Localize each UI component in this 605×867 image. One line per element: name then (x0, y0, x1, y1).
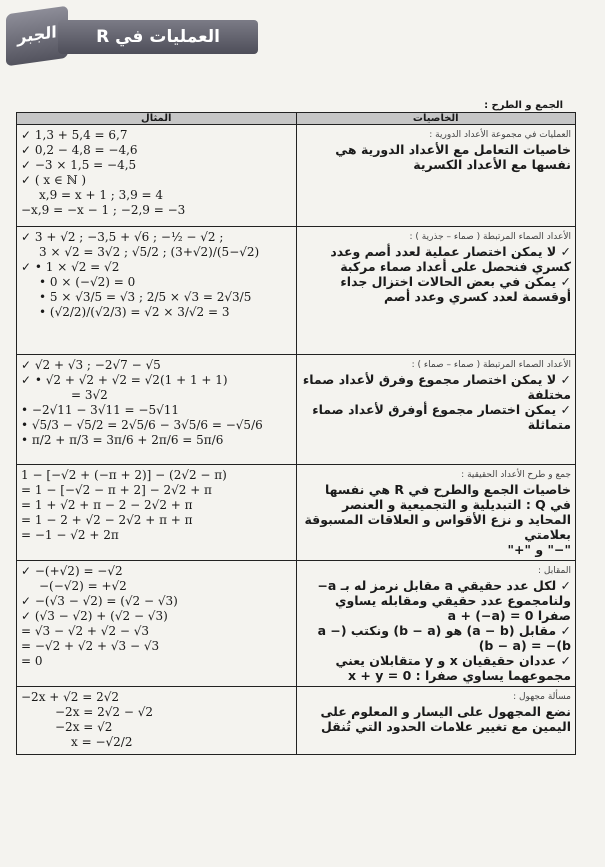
property-cell (296, 125, 576, 227)
property-subtitle: العمليات في مجموعة الأعداد الدورية : (429, 130, 571, 140)
property-subtitle: المقابل : (538, 566, 571, 576)
example-line: −2x + √2 = 2√2 (21, 690, 120, 704)
example-line: • 5 × √3/5 = √3 ; 2/5 × √3 = 2√3/5 (39, 290, 252, 304)
example-cell (17, 125, 297, 227)
table-row (17, 687, 576, 755)
property-line: ✓ مقابل (a − b) هو (b − a) ونكتب (a − b)− = (b − a) (317, 623, 571, 653)
property-line: ✓ لا يمكن اختصار مجموع وفرق لأعداد صماء مختلفة (302, 372, 571, 402)
example-line: ✓ −3 × 1,5 = −4,5 (21, 158, 137, 172)
example-cell (17, 355, 297, 465)
property-cell (296, 687, 576, 755)
example-line: 3 × √2 = 3√2 ; √5/2 ; (3+√2)/(5−√2) (39, 245, 260, 259)
example-line: x = −√2/2 (71, 735, 133, 749)
example-line: ✓ (√3 − √2) + (√2 − √3) (21, 609, 168, 623)
property-line: خاصيات التعامل مع الأعداد الدورية هي نفسها مع الأعداد الكسرية (335, 142, 571, 172)
chapter-banner (0, 6, 270, 64)
example-line: ✓ • 1 × √2 = √2 (21, 260, 120, 274)
property-text (301, 372, 572, 432)
property-line: ✓ يمكن اختصار مجموع أوفرق لأعداد صماء متماثلة (312, 402, 571, 432)
example-line: ✓ −(√3 − √2) = (√2 − √3) (21, 594, 178, 608)
property-subtitle: الأعداد الصماء المرتبطة ( صماء – صماء ) : (411, 360, 571, 370)
example-line: ✓ 1,3 + 5,4 = 6,7 (21, 128, 128, 142)
property-line: نضع المجهول على اليسار و المعلوم على اليمين مع تغيير علامات الحدود التي تُنقل (320, 704, 571, 734)
property-cell (296, 561, 576, 687)
example-line: = 1 − 2 + √2 − 2√2 + π + π (21, 513, 193, 527)
example-line: = 3√2 (71, 388, 108, 402)
property-text (301, 704, 572, 734)
property-line: ✓ لا يمكن اختصار عملية لعدد أصم وعدد كسري فنحصل على أعداد صماء مركبة (330, 244, 571, 274)
example-line: • (√2/2)/(√2/3) = √2 × 3/√2 = 3 (39, 305, 230, 319)
example-line: = −√2 + √2 + √3 − √3 (21, 639, 160, 653)
property-cell (296, 355, 576, 465)
property-cell (296, 465, 576, 561)
example-line: −2x = 2√2 − √2 (55, 705, 154, 719)
example-line: • √5/3 − √5/2 = 2√5/6 − 3√5/6 = −√5/6 (21, 418, 263, 432)
col-header-example: المثال (17, 113, 297, 125)
property-line: ✓ عددان حقيقيان x و y متقابلان يعني مجموعهما يساوي صفرا : x + y = 0 (335, 653, 571, 683)
example-cell (17, 465, 297, 561)
table-row (17, 355, 576, 465)
property-cell (296, 227, 576, 355)
example-line: • 0 × (−√2) = 0 (39, 275, 136, 289)
example-line: x,9 = x + 1 ; 3,9 = 4 (39, 188, 164, 202)
property-line: خاصيات الجمع والطرح في R هي نفسها في Q : التبديلية و التجميعية و العنصر المحايد و نزع الأقواس و العلاقات المسبوقة بعلامتي (304, 482, 571, 542)
properties-table (16, 112, 576, 755)
example-line: ✓ 0,2 − 4,8 = −4,6 (21, 143, 138, 157)
example-line: −x,9 = −x − 1 ; −2,9 = −3 (21, 203, 186, 217)
example-line: • π/2 + π/3 = 3π/6 + 2π/6 = 5π/6 (21, 433, 224, 447)
example-line: • −2√11 − 3√11 = −5√11 (21, 403, 180, 417)
example-cell (17, 227, 297, 355)
table-row (17, 125, 576, 227)
example-line: 1 − [−√2 + (−π + 2)] − (2√2 − π) (21, 468, 227, 482)
example-line: ✓ √2 + √3 ; −2√7 − √5 (21, 358, 161, 372)
example-line: = 1 − [−√2 − π + 2] − 2√2 + π (21, 483, 212, 497)
example-line: −2x = √2 (55, 720, 113, 734)
example-line: ✓ −(+√2) = −√2 (21, 564, 123, 578)
chapter-title: العمليات في R (58, 20, 258, 54)
example-line: −(−√2) = +√2 (39, 579, 127, 593)
example-line: ✓ • √2 + √2 + √2 = √2(1 + 1 + 1) (21, 373, 228, 387)
property-subtitle: مسألة مجهول : (513, 692, 571, 702)
example-line: = √3 − √2 + √2 − √3 (21, 624, 150, 638)
chapter-tag: الجبر (6, 6, 68, 67)
property-line: ✓ لكل عدد حقيقي a مقابل نرمز له بـ a− ولنامجموع عدد حقيقي ومقابله يساوي صفرا 0 = (a−) + a (317, 578, 571, 623)
property-text (301, 578, 572, 683)
col-header-property: الخاصيات (296, 113, 576, 125)
example-line: ✓ 3 + √2 ; −3,5 + √6 ; −½ − √2 ; (21, 230, 224, 244)
property-line: "−" و "+" (507, 542, 571, 557)
property-text (301, 482, 572, 557)
example-line: = −1 − √2 + 2π (21, 528, 119, 542)
property-subtitle: الأعداد الصماء المرتبطة ( صماء – جذرية ) : (409, 232, 571, 242)
table-row (17, 561, 576, 687)
property-text (301, 142, 572, 172)
property-text (301, 244, 572, 304)
example-line: ✓ ( x ∈ ℕ ) (21, 173, 87, 187)
property-line: ✓ يمكن في بعض الحالات اختزال جداء أوقسمة لعدد كسري وعدد أصم (340, 274, 571, 304)
example-line: = 1 + √2 + π − 2 − 2√2 + π (21, 498, 193, 512)
example-cell (17, 561, 297, 687)
example-cell (17, 687, 297, 755)
table-row (17, 227, 576, 355)
property-subtitle: جمع و طرح الأعداد الحقيقية : (461, 470, 571, 480)
section-title: الجمع و الطرح : (484, 100, 563, 111)
table-row (17, 465, 576, 561)
example-line: = 0 (21, 654, 43, 668)
